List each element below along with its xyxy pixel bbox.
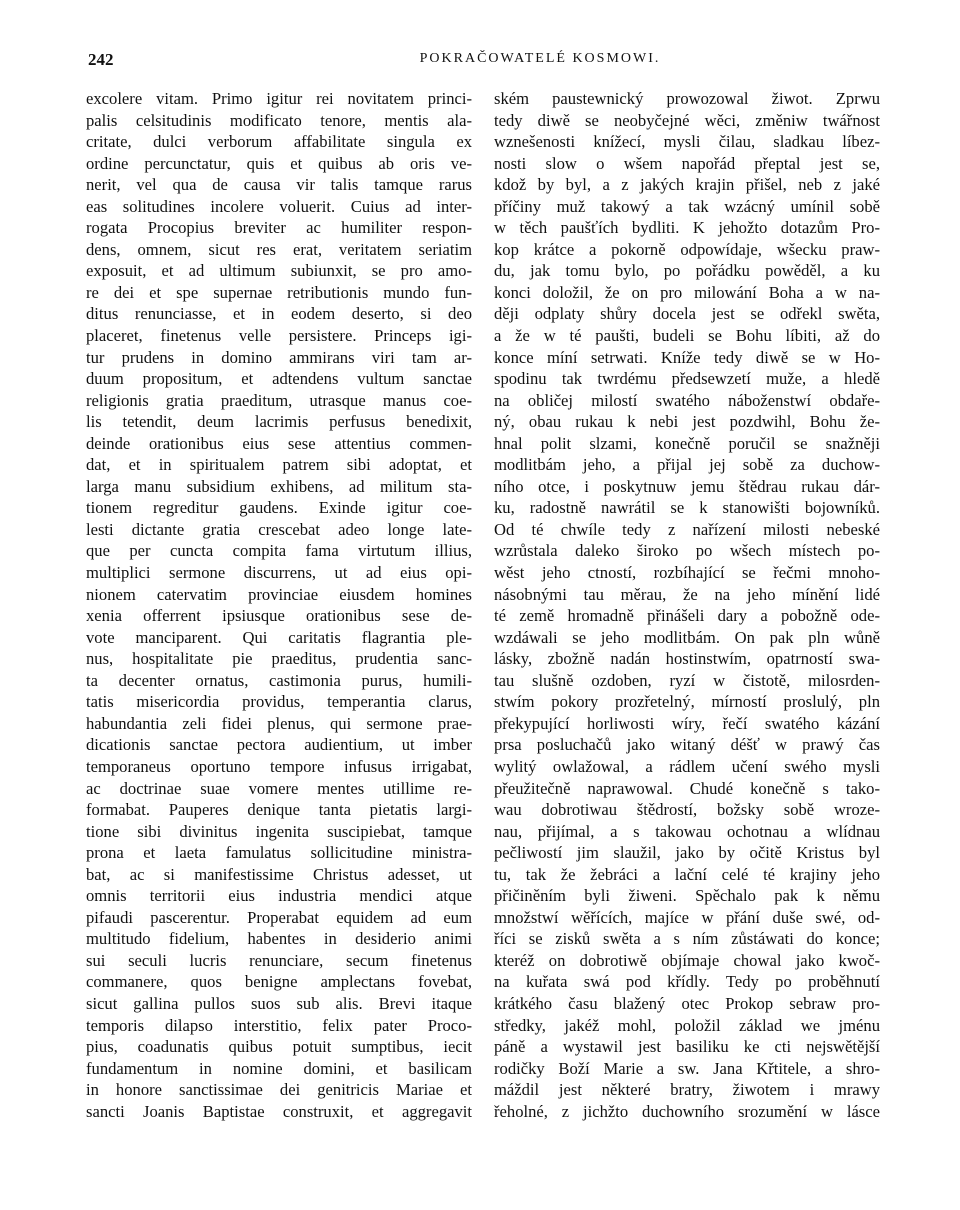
text-line: rodičky Boží Marie a sw. Jana Křtitele, a shro- bbox=[494, 1058, 880, 1078]
text-line: critate, dulci verborum affabilitate singula ex bbox=[86, 132, 472, 152]
text-line: du, jak tomu bylo, po pořádku powěděl, a ku bbox=[494, 261, 880, 281]
text-line: konce míní setrwati. Kníže tedy diwě se w Ho- bbox=[494, 347, 880, 367]
text-line: dens, omnem, sicut res erat, veritatem seriatim bbox=[86, 239, 472, 259]
text-line: duum propositum, et adtendens vultum sanctae bbox=[86, 369, 472, 389]
text-line: lásky, zbožně nadán hostinstwím, opatrností swa- bbox=[494, 649, 880, 669]
text-line: a že w té paušti, budeli se Bohu líbiti, až do bbox=[494, 326, 880, 346]
text-line: přeužitečně naprawowal. Chudé konečně s tako- bbox=[494, 778, 880, 798]
text-line: eas solitudines incolere voluerit. Cuius ad inter- bbox=[86, 196, 472, 216]
text-line: příčiny muž takowý a tak wzácný umínil sobě bbox=[494, 196, 880, 216]
text-line: na kuřata swá pod křídly. Tedy po proběhnutí bbox=[494, 972, 880, 992]
text-line: ordine percunctatur, quis et quibus ab oris ve- bbox=[86, 153, 472, 173]
text-line: que per cuncta compita fama virtutum illius, bbox=[86, 541, 472, 561]
text-line: wěst jeho ctností, rozbíhající se řečmi mnoho- bbox=[494, 563, 880, 583]
czech-column bbox=[494, 88, 880, 1122]
text-line: tionem regreditur gaudens. Exinde igitur coe- bbox=[86, 498, 472, 518]
text-line: ditus renunciasse, et in eodem deserto, si deo bbox=[86, 304, 472, 324]
text-line: sancti Joanis Baptistae construxit, et aggregavit bbox=[86, 1101, 472, 1121]
text-line: religionis gratia praeditum, utrasque manus coe- bbox=[86, 390, 472, 410]
text-line: řeholné, z jichžto duchowního srozumění w lásce bbox=[494, 1101, 880, 1121]
text-line: w těch paušťích bydliti. K jehožto dotazům Pro- bbox=[494, 218, 880, 238]
text-line: temporis dilapso interstitio, felix pater Proco- bbox=[86, 1015, 472, 1035]
text-line: re dei et spe supernae retributionis mundo fun- bbox=[86, 282, 472, 302]
text-line: exposuit, et ad ultimum subiunxit, se pro amo- bbox=[86, 261, 472, 281]
text-line: páně a wystawil jest basiliku ke cti nejswětější bbox=[494, 1037, 880, 1057]
text-line: deinde orationibus eius sese attentius commen- bbox=[86, 433, 472, 453]
text-line: středky, jakéž mohl, položil základ we jménu bbox=[494, 1015, 880, 1035]
text-line: ském paustewnický prowozowal žiwot. Zprwu bbox=[494, 89, 880, 108]
text-line: pifaudi pascerentur. Properabat equidem ad eum bbox=[86, 907, 472, 927]
text-line: palis celsitudinis modificato tenore, mentis ala- bbox=[86, 110, 472, 130]
text-line: wau dobrotiwau štědrostí, božsky sobě wroze- bbox=[494, 800, 880, 820]
text-line: množstwí wěřících, majíce w přání duše swé, od- bbox=[494, 907, 880, 927]
text-line: překypující horliwosti wíry, řečí swatého kázání bbox=[494, 713, 880, 733]
text-line: larga manu subsidium exhibens, ad militum sta- bbox=[86, 476, 472, 496]
text-line: prsa posluchačů jako witaný déšť w prawý čas bbox=[494, 735, 880, 755]
text-line: tione sibi divinitus ingenita suscipiebat, tamque bbox=[86, 821, 472, 841]
text-line: ního otce, i poskytnuw jemu štědrau rukau dár- bbox=[494, 476, 880, 496]
page-number: 242 bbox=[88, 50, 114, 69]
text-line: vote manciparent. Qui caritatis flagrantia ple- bbox=[86, 627, 472, 647]
text-line: říci se zisků swěta a s ním zůstáwati do konce; bbox=[494, 929, 880, 949]
text-line: máždil jest některé bratry, žiwotem i mrawy bbox=[494, 1080, 880, 1100]
text-line: tatis misericordia providus, temperantia clarus, bbox=[86, 692, 472, 712]
text-line: fundamentum in nomine domini, et basilicam bbox=[86, 1058, 472, 1078]
text-line: na obličej milostí swatého náboženstwí obdaře- bbox=[494, 390, 880, 410]
text-line: nionem catervatim provinciae eiusdem homines bbox=[86, 584, 472, 604]
text-line: krátkého času blažený otec Prokop sebraw pro- bbox=[494, 993, 880, 1013]
text-line: prona et laeta famulatus sollicitudine ministra- bbox=[86, 843, 472, 863]
text-line: ku, radostně nawrátil se k stanowišti bojowníků. bbox=[494, 498, 880, 518]
text-line: tedy diwě se neobyčejné wěci, změniw twářnost bbox=[494, 110, 880, 130]
text-line: formabat. Pauperes denique tanta pietatis largi- bbox=[86, 800, 472, 820]
text-line: pius, coadunatis quibus potuit sumptibus, iecit bbox=[86, 1037, 472, 1057]
text-line: modlitbám jeho, a přijal jej sobě za duchow- bbox=[494, 455, 880, 475]
text-line: multitudo fidelium, habentes in desiderio animi bbox=[86, 929, 472, 949]
text-line: násobnými tau měrau, že na jeho mínění lidé bbox=[494, 584, 880, 604]
text-line: ději odplaty shůry docela jest se odřekl swěta, bbox=[494, 304, 880, 324]
text-line: spodinu tak twrdému předsewzetí muže, a hledě bbox=[494, 369, 880, 389]
text-line: stwím pokory prozřetelný, mírností proslulý, pln bbox=[494, 692, 880, 712]
text-line: habundantia zeli fidei plenus, qui sermone prae- bbox=[86, 713, 472, 733]
text-line: placeret, finetenus velle persistere. Princeps igi- bbox=[86, 326, 472, 346]
text-line: pečliwostí jim slaužil, jako by očitě Kristus byl bbox=[494, 843, 880, 863]
text-line: nosti slow o wšem napořád přeptal jest se, bbox=[494, 153, 880, 173]
text-line: multiplici sermone discurrens, ut ad eius opi- bbox=[86, 563, 472, 583]
running-title: POKRAČOWATELÉ KOSMOWI. bbox=[419, 51, 661, 66]
text-line: dicationis sanctae pectora audientium, ut imber bbox=[86, 735, 472, 755]
text-line: ný, obau rukau k nebi jest pozdwihl, Bohu že- bbox=[494, 412, 880, 432]
text-line: omnis territorii eius industria mendici atque bbox=[86, 886, 472, 906]
text-line: té země hromadně přinášeli dary a pobožně ode- bbox=[494, 606, 880, 626]
text-line: dat, et in spiritualem patrem sibi adoptat, et bbox=[86, 455, 472, 475]
text-line: nus, hospitalitate pie praeditus, prudentia sanc- bbox=[86, 649, 472, 669]
text-line: commanere, quos benigne amplectans fovebat, bbox=[86, 972, 472, 992]
text-line: lesti dictante gratia crescebat adeo longe late- bbox=[86, 519, 472, 539]
text-line: wzrůstala daleko široko po wšech místech po- bbox=[494, 541, 880, 561]
text-line: kop krátce a pokorně odpowídaje, wšecku praw- bbox=[494, 239, 880, 259]
text-line: nau, přijímal, a s takowau ochotnau a wlídnau bbox=[494, 821, 880, 841]
text-line: bat, ac si manifestissime Christus adesset, ut bbox=[86, 864, 472, 884]
text-line: temporaneus oportuno tempore infusus irrigabat, bbox=[86, 756, 472, 776]
text-line: xenia offerrent ipsiusque orationibus sese de- bbox=[86, 606, 472, 626]
text-line: excolere vitam. Primo igitur rei novitatem princi- bbox=[86, 89, 472, 108]
text-line: wznešenosti knížecí, mysli čilau, sladkau líbez- bbox=[494, 132, 880, 152]
text-line: rogata Procopius breviter ac humiliter respon- bbox=[86, 218, 472, 238]
latin-column bbox=[86, 88, 472, 1122]
text-line: nerit, vel qua de causa vir talis tamque rarus bbox=[86, 175, 472, 195]
text-line: in honore sanctissimae dei genitricis Mariae et bbox=[86, 1080, 472, 1100]
text-line: konci doložil, že on pro milowání Boha a w na- bbox=[494, 282, 880, 302]
text-line: wzdáwali se jeho modlitbám. On pak pln wůně bbox=[494, 627, 880, 647]
text-line: hnal polit slzami, konečně poručil se snažněji bbox=[494, 433, 880, 453]
text-line: ta decenter ornatus, castimonia purus, humili- bbox=[86, 670, 472, 690]
text-line: ac doctrinae suae vomere mentes utillime re- bbox=[86, 778, 472, 798]
text-line: přičiněním byli žiweni. Spěchalo pak k němu bbox=[494, 886, 880, 906]
text-line: sicut gallina pullos suos sub alis. Brevi itaque bbox=[86, 993, 472, 1013]
text-line: tu, tak že žebráci a lační celé té krajiny jeho bbox=[494, 864, 880, 884]
text-line: tur prudens in domino ammirans viri tam ar- bbox=[86, 347, 472, 367]
text-line: kdož by byl, a z jakých krajin přišel, neb z jaké bbox=[494, 175, 880, 195]
text-line: Od té chwíle tedy z nařízení milosti nebeské bbox=[494, 519, 880, 539]
text-line: wylitý owlažowal, a rádlem učení swého mysli bbox=[494, 756, 880, 776]
text-line: sui seculi lucris renunciare, secum finetenus bbox=[86, 950, 472, 970]
text-line: kteréž on dobrotiwě objímaje chowal jako kwoč- bbox=[494, 950, 880, 970]
text-line: tau slušně ozdoben, ryzí w čistotě, milosrden- bbox=[494, 670, 880, 690]
text-line: lis tetendit, deum lacrimis perfusus benedixit, bbox=[86, 412, 472, 432]
